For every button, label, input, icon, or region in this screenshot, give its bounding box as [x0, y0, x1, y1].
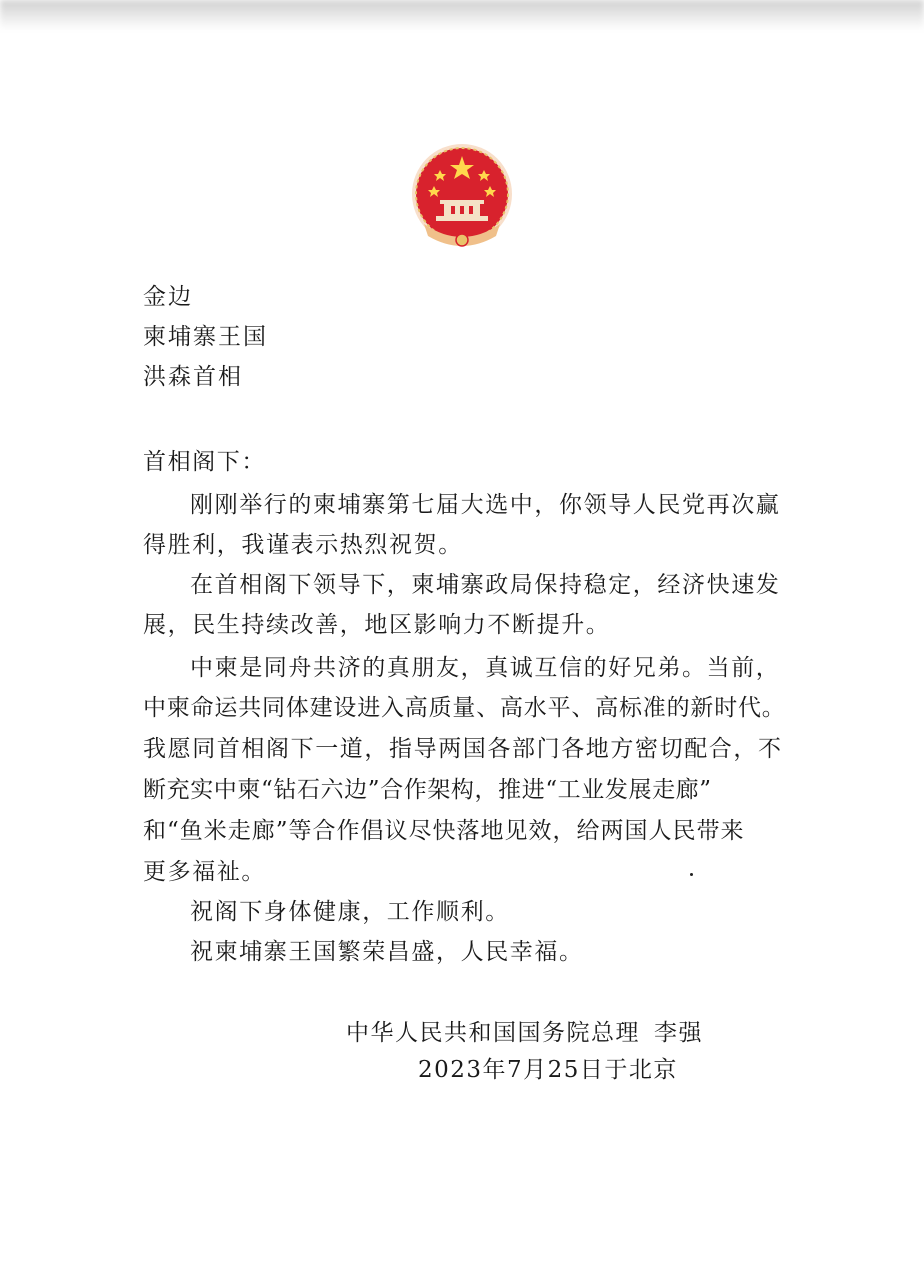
salutation: 首相阁下：	[143, 449, 266, 475]
national-emblem	[406, 140, 518, 256]
scan-shadow	[0, 0, 924, 30]
paragraph-3-line-4: 断充实中柬“钻石六边”合作架构，推进“工业发展走廊”	[143, 777, 712, 803]
paragraph-2-line-2: 展，民生持续改善，地区影响力不断提升。	[143, 612, 611, 638]
closing-wish-2: 祝柬埔寨王国繁荣昌盛，人民幸福。	[190, 939, 584, 965]
paragraph-3-line-1: 中柬是同舟共济的真朋友，真诚互信的好兄弟。当前，	[190, 655, 781, 681]
closing-wish-1: 祝阁下身体健康，工作顺利。	[190, 899, 510, 925]
recipient-country: 柬埔寨王国	[143, 324, 268, 350]
paragraph-3-line-3: 我愿同首相阁下一道，指导两国各部门各地方密切配合，不	[143, 736, 783, 762]
recipient-title: 洪森首相	[143, 364, 243, 390]
signature-date: 2023年7月25日于北京	[418, 1057, 678, 1083]
recipient-city: 金边	[143, 284, 193, 310]
paragraph-3-line-5: 和“鱼米走廊”等合作倡议尽快落地见效，给两国人民带来	[143, 818, 745, 844]
paragraph-3-line-2: 中柬命运共同体建设进入高质量、高水平、高标准的新时代。	[143, 695, 786, 721]
paragraph-1-line-2: 得胜利，我谨表示热烈祝贺。	[143, 532, 463, 558]
paragraph-3-line-6: 更多福祉。	[143, 859, 266, 885]
scan-speck	[690, 873, 693, 876]
signature-name: 李强	[654, 1020, 703, 1046]
signature-title: 中华人民共和国国务院总理	[346, 1020, 640, 1046]
paragraph-1-line-1: 刚刚举行的柬埔寨第七届大选中，你领导人民党再次赢	[190, 492, 781, 518]
national-emblem-icon	[406, 140, 518, 256]
paragraph-2-line-1: 在首相阁下领导下，柬埔寨政局保持稳定，经济快速发	[190, 572, 781, 598]
